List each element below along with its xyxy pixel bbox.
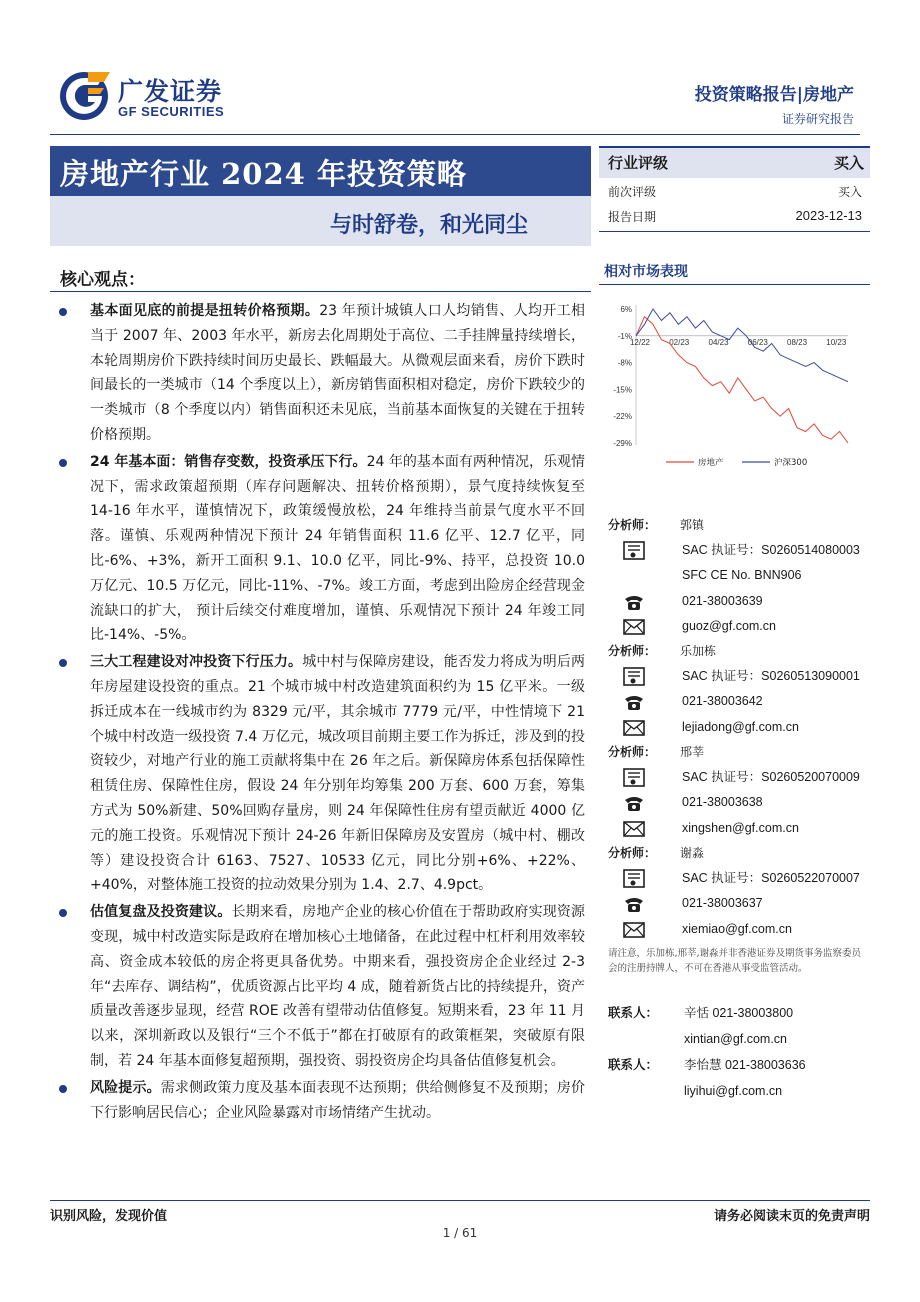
list-item [55, 650, 585, 898]
footer-disclaimer: 请务必阅读末页的免责声明 [713, 1209, 870, 1224]
footer-divider [50, 1200, 870, 1201]
footer-slogan: 识别风险，发现价值 [50, 1209, 168, 1224]
list-item [55, 299, 585, 448]
phone-icon [622, 592, 646, 611]
contact-text: 李怡慧 021-38003636 [684, 1058, 806, 1072]
analyst-list [608, 513, 870, 976]
contact-role: 联系人： [608, 1057, 659, 1072]
chart-divider [599, 284, 870, 285]
analyst-header [608, 639, 870, 664]
analyst-name: 乐加栋 [680, 644, 717, 659]
analyst-detail [608, 614, 870, 639]
bullet-icon [59, 909, 67, 917]
logo-text-cn: 广发证券 [118, 77, 223, 106]
analyst-name: 谢淼 [680, 845, 705, 860]
core-views-title: 核心观点： [60, 270, 145, 290]
bullet-icon [59, 459, 67, 467]
report-type: 投资策略报告|房地产 [694, 85, 854, 105]
bullet-lead: 风险提示。 [90, 1079, 161, 1096]
certificate-icon [622, 768, 646, 787]
rating-divider [599, 231, 870, 232]
mail-icon [622, 819, 646, 838]
x-tick-label: 04/23 [708, 337, 729, 347]
x-tick-label: 10/23 [826, 337, 847, 347]
list-item [55, 450, 585, 648]
gf-logo-icon [58, 68, 114, 124]
y-tick-label: -22% [613, 412, 632, 422]
analyst-card [608, 513, 870, 639]
bullet-body: 长期来看，房地产企业的核心价值在于帮助政府实现资源变现，城中村改造实际是政府在增加核心土地储备，在此过程中杠杆利用效率较高、资金成本较低的房企将更具备优势。中期来看，强投资房企企业经过 2-3 年“去库存、调结构”，优质资源占比平均 4 成，随着新货占比的持续提升，资产质量改善逐步显现，经营 ROE 改善有望带动估值修复。短期来看，23 年 11 月以来，深圳新政以及银行“三个不低于”都在打破原有的政策框架，突破原有限制，若 24 年基本面修复超预期，强投资、弱投资房企均具备估值修复机会。 [90, 904, 586, 1069]
analyst-detail [608, 891, 870, 916]
list-item [55, 1076, 585, 1126]
relative-performance-chart [600, 295, 870, 475]
analyst-detail-text: 021-38003637 [682, 896, 763, 911]
bullet-body: 24 年的基本面有两种情况，乐观情况下，需求政策超预期（库存问题解决、扭转价格预期），景气度持续恢复至 14-16 年水平，谨慎情况下，政策缓慢放松，24 年维持当前景气度水平不回落。谨慎、乐观两种情况下预计 24 年销售面积 11.6 亿平、12.7 亿平，同比-6%、+3%，新开工面积 9.1、10.0 亿平，同比-9%、持平，总投资 10.0 万亿元、10.5 万亿元，同比-11%、-7%。竣工方面，考虑到出险房企经营现金流缺口的扩大， 预计后续交付难度增加，谨慎、乐观情况下预计 24 年竣工同比-14%、-5%。 [90, 453, 586, 644]
list-item [55, 900, 585, 1074]
bullet-lead: 24 年基本面：销售存变数，投资承压下行。 [90, 453, 367, 470]
analyst-card [608, 740, 870, 841]
phone-icon [622, 692, 646, 711]
analyst-detail [608, 689, 870, 714]
analyst-detail [608, 563, 870, 588]
analyst-detail-text[interactable]: guoz@gf.com.cn [682, 618, 776, 633]
analyst-detail-text[interactable]: xiemiao@gf.com.cn [682, 921, 792, 936]
analyst-detail-text: SAC 执证号：S0260520070009 [682, 770, 860, 785]
chart-title: 相对市场表现 [604, 264, 688, 280]
analyst-name: 邢莘 [680, 745, 705, 760]
contact-row [608, 1000, 870, 1026]
mail-icon [622, 617, 646, 636]
phone-icon [622, 894, 646, 913]
contact-role: 联系人： [608, 1005, 659, 1020]
analyst-detail [608, 816, 870, 841]
analyst-role: 分析师： [608, 518, 657, 532]
analyst-role: 分析师： [608, 644, 657, 659]
series-line-1 [636, 309, 848, 382]
core-views-divider [50, 291, 591, 292]
analyst-detail-text: 021-38003638 [682, 795, 763, 810]
mail-icon [622, 718, 646, 737]
bullet-body: 需求侧政策力度及基本面表现不达预期；供给侧修复不及预期；房价下行影响居民信心；企业风险暴露对市场情绪产生扰动。 [90, 1079, 586, 1121]
report-subtitle: 与时舒卷，和光同尘 [330, 212, 529, 238]
report-title: 房地产行业 2024 年投资策略 [60, 157, 467, 191]
report-date-value: 2023-12-13 [795, 208, 862, 223]
analyst-detail [608, 664, 870, 689]
rating-label: 行业评级 [608, 154, 669, 172]
contact-text: xintian@gf.com.cn [684, 1032, 788, 1046]
bullet-lead: 三大工程建设对冲投资下行压力。 [90, 654, 303, 671]
core-views-list [55, 299, 585, 1127]
contact-row [608, 1078, 870, 1104]
x-tick-label: 06/23 [747, 337, 768, 347]
analyst-detail [608, 715, 870, 740]
analyst-detail [608, 538, 870, 563]
analyst-detail [608, 866, 870, 891]
report-date-label: 报告日期 [608, 210, 657, 224]
bullet-lead: 基本面见底的前提是扭转价格预期。 [90, 303, 320, 319]
contact-text: 辛恬 021-38003800 [684, 1006, 794, 1020]
logo-text-en: GF SECURITIES [118, 104, 225, 119]
y-tick-label: -15% [613, 385, 632, 395]
x-tick-label: 02/23 [669, 337, 690, 347]
analyst-detail [608, 765, 870, 790]
analyst-header [608, 740, 870, 765]
page-number: 1 / 61 [442, 1226, 478, 1240]
header-divider [50, 134, 860, 135]
legend-label: 房地产 [698, 458, 724, 468]
analyst-detail-text[interactable]: xingshen@gf.com.cn [682, 820, 799, 835]
report-subtype: 证券研究报告 [781, 112, 854, 126]
analyst-name: 郭镇 [680, 518, 705, 532]
mail-icon [622, 920, 646, 939]
contact-text: liyihui@gf.com.cn [684, 1084, 783, 1098]
analyst-role: 分析师： [608, 845, 657, 860]
y-tick-label: -29% [613, 439, 632, 448]
analyst-detail [608, 589, 870, 614]
analyst-detail-text: SFC CE No. BNN906 [682, 568, 802, 583]
x-tick-label: 08/23 [787, 337, 808, 347]
bullet-body: 23 年预计城镇人口人均销售、人均开工相当于 2007 年、2003 年水平，新房去化周期处于高位、二手挂牌量持续增长，本轮周期房价下跌持续时间历史最长、跌幅最大。从微观层面来看，房价下跌时间最长的一类城市（14 个季度以上），新房销售面积相对稳定，房价下跌较少的一类城市（8 个季度以内）销售面积还未见底，当前基本面恢复的关键在于扭转价格预期。 [90, 303, 586, 443]
y-tick-label: -1% [617, 331, 632, 341]
legend-label: 沪深300 [774, 458, 808, 468]
certificate-icon [622, 667, 646, 686]
analyst-detail-text: 021-38003639 [682, 593, 763, 608]
bullet-icon [59, 1085, 67, 1093]
bullet-icon [59, 308, 67, 316]
analyst-role: 分析师： [608, 745, 657, 760]
analyst-detail-text: SAC 执证号：S0260522070007 [682, 870, 860, 885]
rating-value: 买入 [833, 154, 864, 172]
analyst-detail-text: SAC 执证号：S0260514080003 [682, 543, 860, 557]
contact-row [608, 1026, 870, 1052]
analyst-detail-text[interactable]: lejiadong@gf.com.cn [682, 719, 799, 734]
x-tick-label: 12/22 [629, 337, 651, 347]
prev-rating-label: 前次评级 [608, 185, 657, 199]
y-tick-label: -8% [617, 358, 632, 368]
bullet-lead: 估值复盘及投资建议。 [90, 904, 232, 921]
prev-rating-value: 买入 [837, 185, 862, 199]
bullet-icon [59, 659, 67, 667]
analyst-header [608, 513, 870, 538]
analyst-license-note: 请注意，乐加栋,邢莘,谢淼并非香港证券及期货事务监察委员会的注册持牌人，不可在香港从事受监管活动。 [608, 947, 862, 974]
analyst-detail-text: 021-38003642 [682, 694, 763, 709]
certificate-icon [622, 869, 646, 888]
contact-row [608, 1052, 870, 1078]
analyst-detail [608, 917, 870, 942]
certificate-icon [622, 541, 646, 560]
analyst-card [608, 841, 870, 942]
y-tick-label: 6% [620, 305, 632, 314]
analyst-header [608, 841, 870, 866]
bullet-body: 城中村与保障房建设，能否发力将成为明后两年房屋建设投资的重点。21 个城市城中村改造建筑面积约为 15 亿平米。一级拆迁成本在一线城市约为 8329 元/平，其余城市 7779 元/平，中性情境下 21 个城中村改造一级投资 7.4 万亿元，城改项目前期主要工作为拆迁，涉及到的投资较少，对地产行业的施工贡献将集中在 26 年之后。新保障房体系包括保障性租赁住房、保障性住房，假设 24 年分别年均筹集 200 万套、600 万套，筹集方式为 50%新建、50%回购存量房，则 24 年保障性住房有望贡献近 4000 亿元的施工投资。乐观情况下预计 24-26 年新旧保障房及安置房（城中村、棚改等）建设投资合计 6163、7527、10533 亿元，同比分别+6%、+22%、+40%，对整体施工投资的拉动效果分别为 1.4、2.7、4.9pct。 [90, 654, 586, 894]
analyst-card [608, 639, 870, 740]
contact-list [608, 1000, 870, 1104]
analyst-detail-text: SAC 执证号：S0260513090001 [682, 669, 860, 684]
analyst-detail [608, 790, 870, 815]
phone-icon [622, 793, 646, 812]
